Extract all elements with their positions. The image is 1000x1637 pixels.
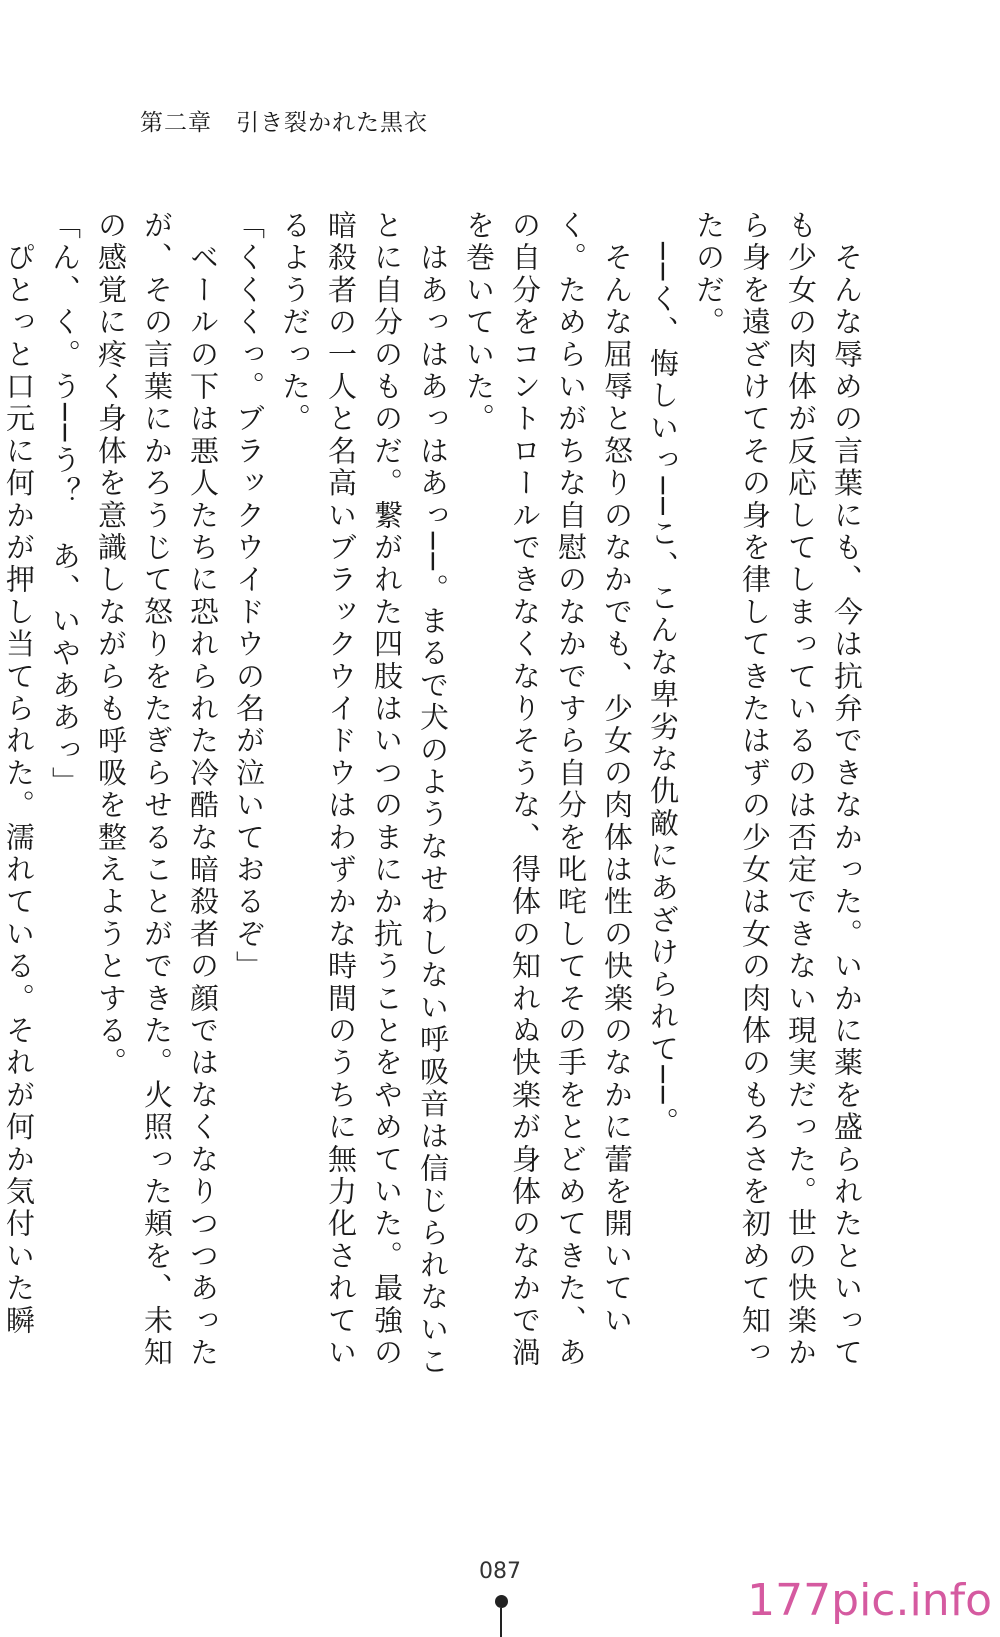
- watermark-text: 177pic.info: [747, 1575, 992, 1626]
- paragraph: そんな辱めの言葉にも、今は抗弁できなかった。いかに薬を盛られたといっても少女の肉体が反応してしまっているのは否定できない現実だった。世の快楽から身を遠ざけてその身を律してきたはずの少女は女の肉体のもろさを初めて知ったのだ。: [692, 210, 864, 1370]
- paragraph: ベールの下は悪人たちに恐れられた冷酷な暗殺者の顔ではなくなりつつあったが、その言葉にかろうじて怒りをたぎらせることができた。火照った頬を、未知の感覚に疼く身体を意識しながらも呼吸を整えようとする。: [94, 210, 220, 1370]
- dialogue-line: 「ん、く。う──う？ あ、いやああっ」: [48, 210, 82, 799]
- paragraph: はあっはあっはあっ──。まるで犬のようなせわしない呼吸音は信じられないことに自分のものだ。繋がれた四肢はいつのまにか抗うことをやめていた。最強の暗殺者の一人と名高いブラックウイドウはわずかな時間のうちに無力化されているようだった。: [278, 210, 450, 1379]
- page-marker-dot: [495, 1595, 508, 1608]
- dialogue-line: 「くくくっ。ブラックウイドウの名が泣いておるぞ」: [232, 210, 266, 983]
- paragraph: ──く、悔しいっ──こ、こんな卑劣な仇敵にあざけられて──。: [646, 210, 680, 1139]
- page-number: 087: [479, 1559, 521, 1584]
- chapter-title: 第二章 引き裂かれた黒衣: [140, 110, 428, 136]
- novel-text-body: [2, 210, 870, 1390]
- paragraph: そんな屈辱と怒りのなかでも、少女の肉体は性の快楽のなかに蕾を開いていく。ためらいがちな自慰のなかですら自分を叱咤してその手をとどめてきた、あの自分をコントロールできなくなりそうな、得体の知れぬ快楽が身体のなかで渦を巻いていた。: [462, 210, 634, 1370]
- page-marker-line: [500, 1608, 502, 1637]
- paragraph: ぴとっと口元に何かが押し当てられた。濡れている。それが何か気付いた瞬: [2, 242, 36, 1337]
